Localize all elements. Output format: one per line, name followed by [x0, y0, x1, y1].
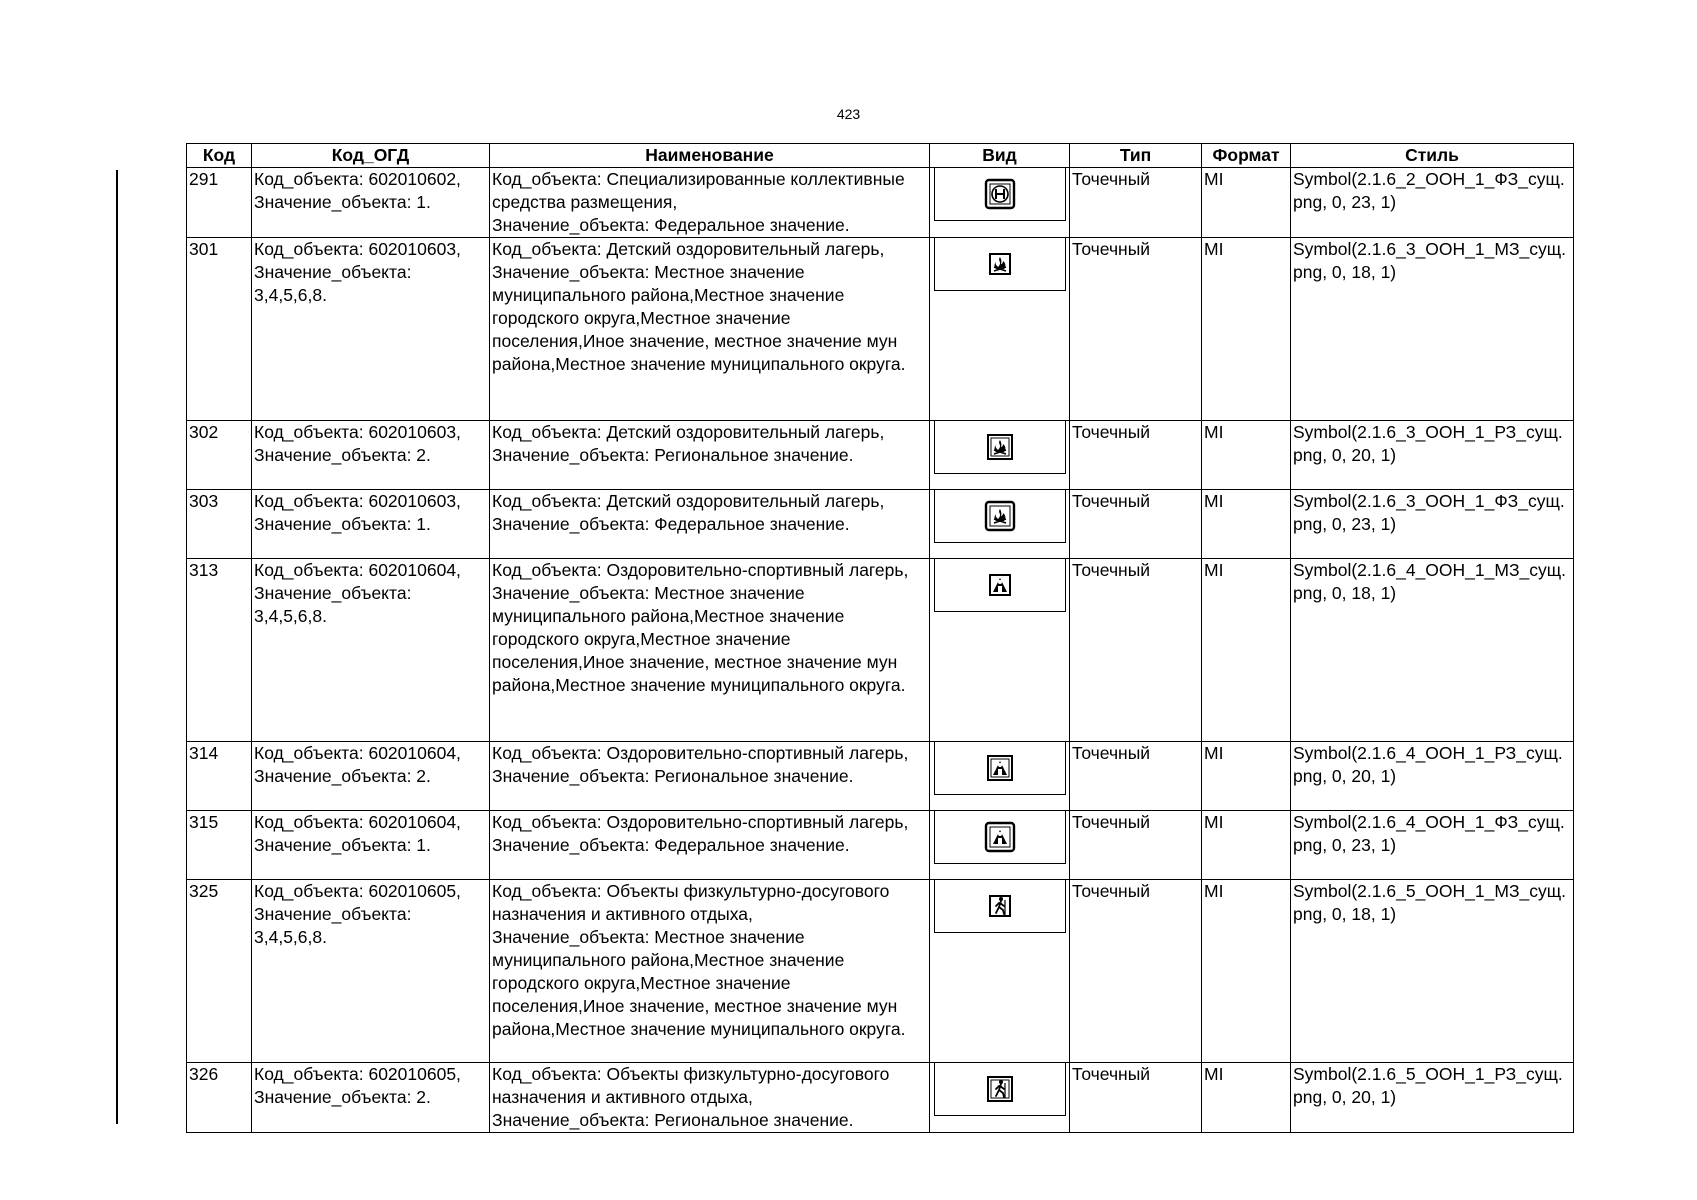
cell-format-text: MI: [1204, 881, 1224, 901]
cell-view: [930, 742, 1070, 811]
cell-ogd: [252, 168, 490, 238]
table-row: [187, 490, 1574, 559]
table-row: [187, 421, 1574, 490]
cell-format: [1202, 421, 1291, 490]
cell-type: [1070, 168, 1202, 238]
table-row: [187, 742, 1574, 811]
cell-ogd-text: Код_объекта: 602010604, Значение_объекта: 1.: [254, 812, 461, 855]
cell-style-text: Symbol(2.1.6_3_ООН_1_ФЗ_сущ.png, 0, 23, 1): [1293, 491, 1565, 534]
cell-code: [187, 880, 252, 1063]
cell-code-text: 303: [189, 491, 219, 511]
cell-name-text: Код_объекта: Детский оздоровительный лагерь, Значение_объекта: Федеральное значение.: [492, 491, 885, 534]
cell-code-text: 326: [189, 1064, 219, 1084]
cell-type: [1070, 880, 1202, 1063]
hiker-icon: [983, 889, 1017, 923]
cell-code: [187, 559, 252, 742]
hotel-h-icon: [983, 177, 1017, 211]
table-row: [187, 168, 1574, 238]
cell-format-text: MI: [1204, 812, 1224, 832]
cell-format: [1202, 168, 1291, 238]
symbol-frame: [934, 168, 1066, 221]
cell-code-text: 315: [189, 812, 219, 832]
cell-style: [1291, 1063, 1574, 1133]
cell-name: [490, 421, 930, 490]
cell-code: [187, 742, 252, 811]
header-format: Формат: [1202, 144, 1291, 168]
cell-code-text: 313: [189, 560, 219, 580]
cell-name-text: Код_объекта: Объекты физкультурно-досугового назначения и активного отдыха, Значение_объекта: Региональное значение.: [492, 1064, 890, 1130]
cell-style-text: Symbol(2.1.6_4_ООН_1_МЗ_сущ.png, 0, 18, 1): [1293, 560, 1567, 603]
cell-view: [930, 238, 1070, 421]
cell-name: [490, 559, 930, 742]
cell-name: [490, 168, 930, 238]
cell-code: [187, 168, 252, 238]
margin-rule: [116, 170, 118, 1124]
campfire-icon: [983, 247, 1017, 281]
symbol-frame: [934, 880, 1066, 933]
cell-type: [1070, 1063, 1202, 1133]
cell-type-text: Точечный: [1072, 239, 1151, 259]
cell-ogd-text: Код_объекта: 602010604, Значение_объекта: 3,4,5,6,8.: [254, 560, 461, 626]
cell-style: [1291, 490, 1574, 559]
hiker-icon: [983, 1072, 1017, 1106]
cell-ogd-text: Код_объекта: 602010603, Значение_объекта: 1.: [254, 491, 461, 534]
symbol-frame: [934, 490, 1066, 543]
cell-name: [490, 490, 930, 559]
cell-ogd-text: Код_объекта: 602010602, Значение_объекта: 1.: [254, 169, 461, 212]
table-row: [187, 559, 1574, 742]
cell-ogd: [252, 1063, 490, 1133]
cell-name: [490, 811, 930, 880]
cell-type: [1070, 490, 1202, 559]
cell-view: [930, 559, 1070, 742]
table-row: [187, 811, 1574, 880]
header-ogd: Код_ОГД: [252, 144, 490, 168]
cell-ogd: [252, 880, 490, 1063]
cell-ogd-text: Код_объекта: 602010605, Значение_объекта: 3,4,5,6,8.: [254, 881, 461, 947]
cell-ogd-text: Код_объекта: 602010603, Значение_объекта: 3,4,5,6,8.: [254, 239, 461, 305]
cell-name-text: Код_объекта: Специализированные коллективные средства размещения, Значение_объекта: Федеральное значение.: [492, 169, 905, 235]
cell-type-text: Точечный: [1072, 560, 1151, 580]
table-row: [187, 1063, 1574, 1133]
cell-type: [1070, 811, 1202, 880]
cell-ogd: [252, 238, 490, 421]
cell-format-text: MI: [1204, 491, 1224, 511]
header-name: Наименование: [490, 144, 930, 168]
cell-type-text: Точечный: [1072, 169, 1151, 189]
cell-type-text: Точечный: [1072, 491, 1151, 511]
sport-camp-icon: [983, 568, 1017, 602]
cell-ogd: [252, 421, 490, 490]
table-body: [187, 168, 1574, 1133]
cell-format-text: MI: [1204, 1064, 1224, 1084]
cell-style-text: Symbol(2.1.6_4_ООН_1_ФЗ_сущ.png, 0, 23, 1): [1293, 812, 1565, 855]
cell-name: [490, 742, 930, 811]
cell-ogd: [252, 559, 490, 742]
cell-view: [930, 421, 1070, 490]
cell-format-text: MI: [1204, 422, 1224, 442]
cell-code-text: 301: [189, 239, 219, 259]
table-row: [187, 880, 1574, 1063]
campfire-icon: [983, 430, 1017, 464]
symbol-frame: [934, 742, 1066, 795]
symbol-frame: [934, 811, 1066, 864]
cell-code: [187, 421, 252, 490]
cell-ogd-text: Код_объекта: 602010604, Значение_объекта: 2.: [254, 743, 461, 786]
cell-view: [930, 168, 1070, 238]
cell-format: [1202, 742, 1291, 811]
cell-view: [930, 1063, 1070, 1133]
cell-name-text: Код_объекта: Объекты физкультурно-досугового назначения и активного отдыха, Значение_объекта: Местное значение муниципального района,Местное значение городского округа,Местное значение поселения,Иное значение, местное значение мун района,Местное значение муниципального округа.: [492, 881, 906, 1039]
cell-code: [187, 1063, 252, 1133]
cell-type: [1070, 559, 1202, 742]
symbol-frame: [934, 559, 1066, 612]
cell-ogd-text: Код_объекта: 602010605, Значение_объекта: 2.: [254, 1064, 461, 1107]
campfire-icon: [983, 499, 1017, 533]
cell-format: [1202, 1063, 1291, 1133]
symbol-table: [186, 143, 1574, 1133]
sport-camp-icon: [983, 820, 1017, 854]
cell-style-text: Symbol(2.1.6_2_ООН_1_ФЗ_сущ.png, 0, 23, 1): [1293, 169, 1565, 212]
cell-style-text: Symbol(2.1.6_3_ООН_1_МЗ_сущ.png, 0, 18, 1): [1293, 239, 1567, 282]
header-style: Стиль: [1291, 144, 1574, 168]
cell-style: [1291, 742, 1574, 811]
cell-type-text: Точечный: [1072, 1064, 1151, 1084]
cell-name-text: Код_объекта: Детский оздоровительный лагерь, Значение_объекта: Региональное значение.: [492, 422, 885, 465]
cell-ogd-text: Код_объекта: 602010603, Значение_объекта: 2.: [254, 422, 461, 465]
cell-ogd: [252, 811, 490, 880]
cell-style: [1291, 811, 1574, 880]
cell-style-text: Symbol(2.1.6_3_ООН_1_РЗ_сущ.png, 0, 20, 1): [1293, 422, 1563, 465]
cell-type-text: Точечный: [1072, 881, 1151, 901]
cell-name: [490, 238, 930, 421]
cell-format-text: MI: [1204, 239, 1224, 259]
cell-style-text: Symbol(2.1.6_5_ООН_1_МЗ_сущ.png, 0, 18, 1): [1293, 881, 1567, 924]
cell-type: [1070, 238, 1202, 421]
cell-type-text: Точечный: [1072, 422, 1151, 442]
cell-style: [1291, 421, 1574, 490]
cell-name-text: Код_объекта: Оздоровительно-спортивный лагерь, Значение_объекта: Региональное значение.: [492, 743, 909, 786]
cell-ogd: [252, 490, 490, 559]
cell-ogd: [252, 742, 490, 811]
symbol-frame: [934, 421, 1066, 474]
cell-code-text: 291: [189, 169, 219, 189]
cell-view: [930, 490, 1070, 559]
cell-style: [1291, 168, 1574, 238]
table-header-row: [187, 144, 1574, 168]
cell-name-text: Код_объекта: Оздоровительно-спортивный лагерь, Значение_объекта: Федеральное значение.: [492, 812, 909, 855]
cell-style: [1291, 238, 1574, 421]
cell-format-text: MI: [1204, 560, 1224, 580]
cell-format: [1202, 811, 1291, 880]
cell-code-text: 314: [189, 743, 219, 763]
cell-format: [1202, 490, 1291, 559]
cell-code: [187, 811, 252, 880]
cell-name: [490, 880, 930, 1063]
cell-name-text: Код_объекта: Оздоровительно-спортивный лагерь, Значение_объекта: Местное значение муниципального района,Местное значение городского округа,Местное значение поселения,Иное значение, местное значение мун района,Местное значение муниципального округа.: [492, 560, 909, 695]
cell-code: [187, 490, 252, 559]
cell-view: [930, 880, 1070, 1063]
page-number: 423: [836, 106, 861, 122]
symbol-frame: [934, 238, 1066, 291]
cell-code-text: 302: [189, 422, 219, 442]
cell-type-text: Точечный: [1072, 743, 1151, 763]
cell-style-text: Symbol(2.1.6_5_ООН_1_РЗ_сущ.png, 0, 20, 1): [1293, 1064, 1563, 1107]
cell-view: [930, 811, 1070, 880]
header-view: Вид: [930, 144, 1070, 168]
cell-format: [1202, 880, 1291, 1063]
cell-format-text: MI: [1204, 169, 1224, 189]
cell-format: [1202, 559, 1291, 742]
cell-name-text: Код_объекта: Детский оздоровительный лагерь, Значение_объекта: Местное значение муниципального района,Местное значение городского округа,Местное значение поселения,Иное значение, местное значение мун района,Местное значение муниципального округа.: [492, 239, 906, 374]
cell-type-text: Точечный: [1072, 812, 1151, 832]
cell-code-text: 325: [189, 881, 219, 901]
table-row: [187, 238, 1574, 421]
cell-type: [1070, 742, 1202, 811]
header-code: Код: [187, 144, 252, 168]
sport-camp-icon: [983, 751, 1017, 785]
cell-code: [187, 238, 252, 421]
cell-type: [1070, 421, 1202, 490]
cell-name: [490, 1063, 930, 1133]
cell-style: [1291, 880, 1574, 1063]
cell-style: [1291, 559, 1574, 742]
cell-format-text: MI: [1204, 743, 1224, 763]
cell-format: [1202, 238, 1291, 421]
symbol-frame: [934, 1063, 1066, 1116]
cell-style-text: Symbol(2.1.6_4_ООН_1_РЗ_сущ.png, 0, 20, 1): [1293, 743, 1563, 786]
header-type: Тип: [1070, 144, 1202, 168]
